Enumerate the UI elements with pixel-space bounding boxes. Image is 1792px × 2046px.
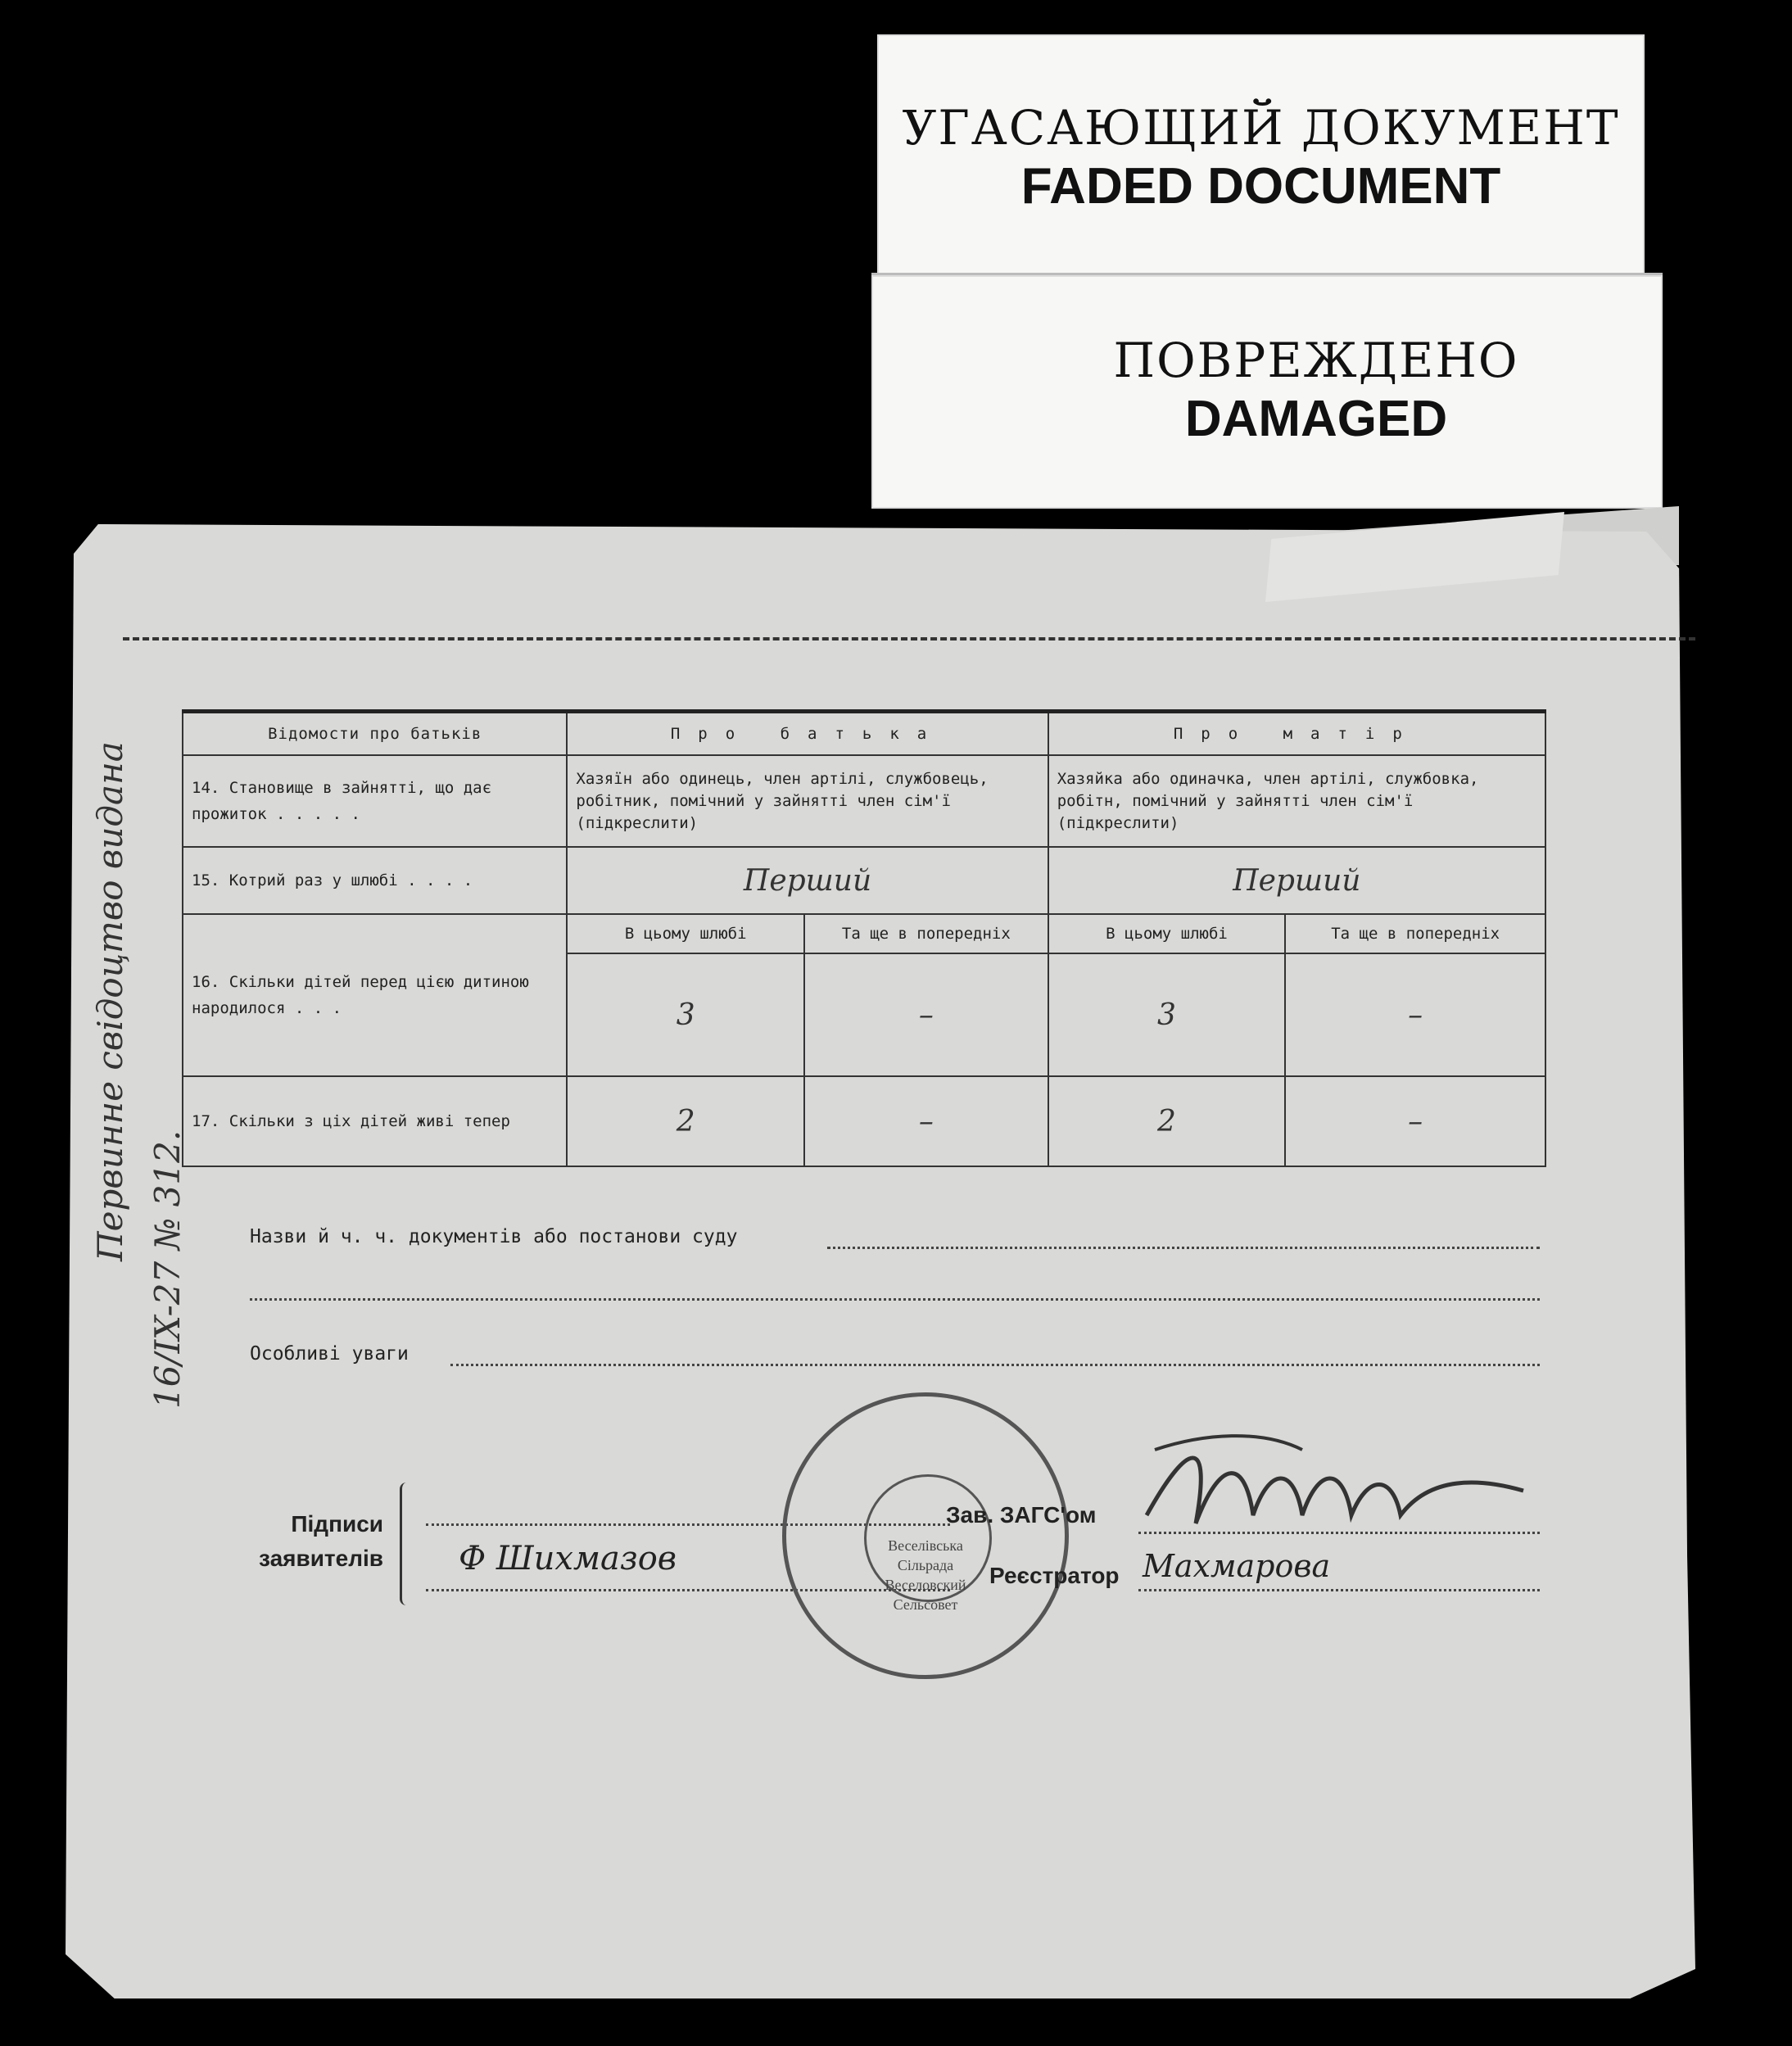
notes-dotted-line: [450, 1364, 1540, 1366]
registrar-signature: Махмарова: [1143, 1548, 1331, 1584]
header-parents-info: Відомости про батьків: [183, 712, 567, 756]
applicant-signature: Ф Шихмазов: [459, 1540, 677, 1578]
parents-info-table: [182, 709, 1546, 1167]
subheader-father-this: В цьому шлюбі: [567, 914, 804, 953]
header-father: Про батька: [567, 712, 1048, 756]
damaged-label-en: DAMAGED: [1184, 391, 1448, 447]
faded-label-en: FADED DOCUMENT: [1020, 158, 1501, 215]
header-mother: Про матір: [1048, 712, 1545, 756]
mother-alive-this: 2: [1048, 1076, 1286, 1166]
notes-field-label: Особливі уваги: [250, 1343, 409, 1365]
registrar-line: [1138, 1589, 1540, 1591]
mother-occupation-options: Хазяйка або одиначка, член артілі, службовка, робітн, помічний у зайнятті член сім'ї (підкреслити): [1048, 755, 1545, 847]
mother-children-prev: –: [1285, 953, 1545, 1076]
row-15-marriage-count: [183, 847, 1545, 914]
faded-label-ru: УГАСАЮЩИЙ ДОКУМЕНТ: [902, 100, 1620, 156]
registrar-label: Реєстратор: [989, 1563, 1120, 1588]
faded-document-label: [877, 34, 1645, 295]
applicants-bracket: [400, 1482, 414, 1605]
mother-children-this: 3: [1048, 953, 1286, 1076]
father-alive-prev: –: [804, 1076, 1048, 1166]
applicants-label-line1: Підписи: [291, 1511, 383, 1537]
father-children-prev: –: [804, 953, 1048, 1076]
margin-note-line2: 16/IX-27 № 312.: [147, 1129, 188, 1409]
subheader-mother-previous: Та ще в попередніх: [1285, 914, 1545, 953]
subheader-father-previous: Та ще в попередніх: [804, 914, 1048, 953]
row-14-occupation: [183, 755, 1545, 847]
documents-field-label: Назви й ч. ч. документів або постанови суду: [250, 1226, 738, 1247]
father-occupation-options: Хазяїн або одинець, член артілі, службовець, робітник, помічний у зайнятті член сім'ї (підкреслити): [567, 755, 1048, 847]
question-16: 16. Скільки дітей перед цією дитиною народилося . . .: [183, 914, 567, 1076]
documents-dotted-line-2: [250, 1298, 1540, 1301]
father-marriage-count: Перший: [567, 847, 1048, 914]
question-15: 15. Котрий раз у шлюбі . . . .: [183, 847, 567, 914]
subheader-row: [183, 914, 1545, 953]
documents-dotted-line: [827, 1247, 1540, 1249]
table-header-row: [183, 712, 1545, 756]
zags-head-signature: [1138, 1425, 1532, 1548]
subheader-mother-this: В цьому шлюбі: [1048, 914, 1286, 953]
father-alive-this: 2: [567, 1076, 804, 1166]
question-14: 14. Становище в зайнятті, що дає прожиток . . . . .: [183, 755, 567, 847]
stamp-text: Веселівська Сільрада Веселовский Сельсовет: [885, 1537, 966, 1613]
applicants-signatures-label: [211, 1507, 383, 1576]
mother-alive-prev: –: [1285, 1076, 1545, 1166]
margin-note-line1: Первинне свідоцтво видана: [90, 741, 130, 1261]
damaged-label-ru: ПОВРЕЖДЕНО: [1113, 333, 1519, 388]
perforation-line: [123, 637, 1695, 641]
father-children-this: 3: [567, 953, 804, 1076]
question-17: 17. Скільки з ціх дітей живі тепер: [183, 1076, 567, 1166]
zags-line: [1138, 1532, 1540, 1534]
zags-head-label: Зав. ЗАГС'ом: [946, 1502, 1097, 1528]
mother-marriage-count: Перший: [1048, 847, 1545, 914]
damaged-label: [871, 273, 1663, 509]
village-council-stamp: [782, 1392, 1069, 1679]
applicants-label-line2: заявителів: [259, 1546, 383, 1571]
row-17-children-alive: [183, 1076, 1545, 1166]
